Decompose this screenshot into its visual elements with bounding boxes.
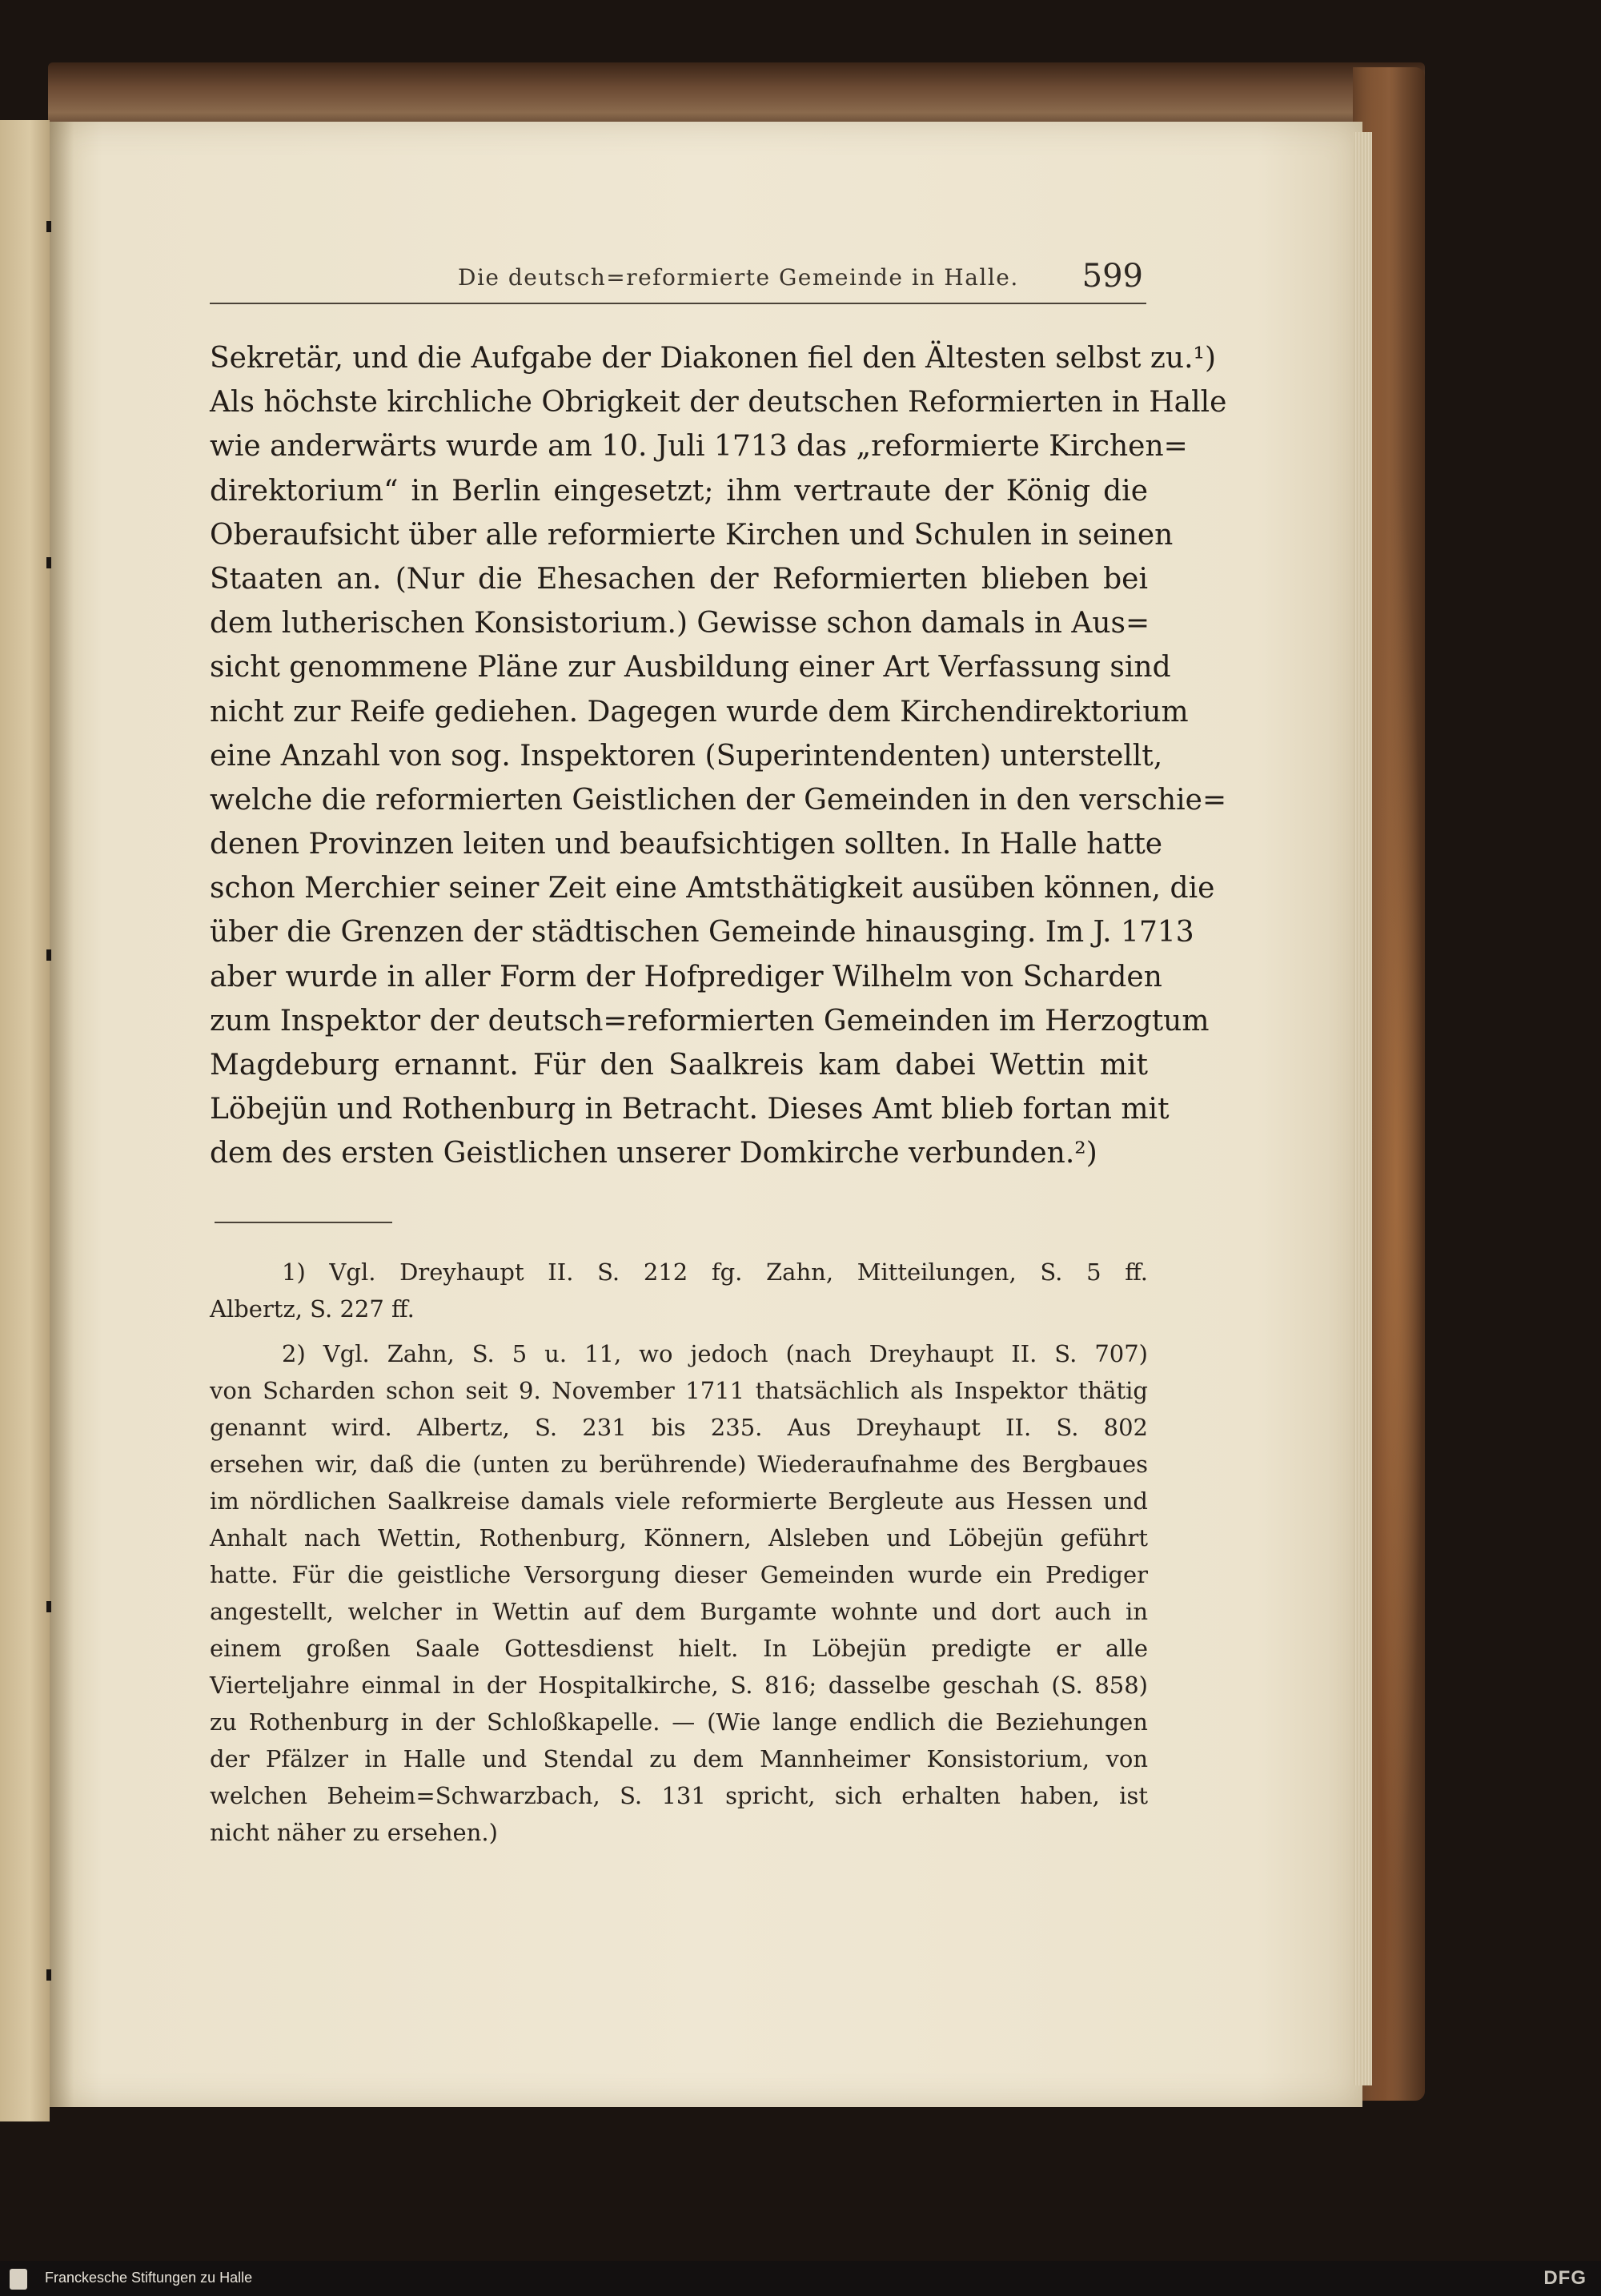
text-line: zum Inspektor der deutsch=reformierten Gemeinden im Herzogtum bbox=[210, 1004, 1210, 1038]
footnote-line: 1) Vgl. Dreyhaupt II. S. 212 fg. Zahn, Mitteilungen, S. 5 ff. bbox=[282, 1258, 1148, 1286]
text-line: Oberaufsicht über alle reformierte Kirchen und Schulen in seinen bbox=[210, 518, 1174, 552]
page-number: 599 bbox=[1081, 258, 1143, 295]
text-line: sicht genommene Pläne zur Ausbildung einer Art Verfassung sind bbox=[210, 651, 1171, 684]
footnote-line: im nördlichen Saalkreise damals viele reformierte Bergleute aus Hessen und bbox=[210, 1487, 1148, 1515]
text-line: Löbejün und Rothenburg in Betracht. Dieses Amt blieb fortan mit bbox=[210, 1093, 1170, 1126]
text-line: denen Provinzen leiten und beaufsichtigen sollten. In Halle hatte bbox=[210, 828, 1163, 861]
footnote-line: nicht näher zu ersehen.) bbox=[210, 1819, 498, 1846]
footnote-line: hatte. Für die geistliche Versorgung dieser Gemeinden wurde ein Prediger bbox=[210, 1561, 1148, 1588]
margin-mark bbox=[46, 1969, 51, 1981]
footnote-1 bbox=[210, 1254, 1148, 1327]
text-line: Magdeburg ernannt. Für den Saalkreis kam dabei Wettin mit bbox=[210, 1049, 1148, 1082]
institution-name: Franckesche Stiftungen zu Halle bbox=[45, 2270, 253, 2286]
gutter-shadow bbox=[50, 122, 74, 2107]
viewer-footer bbox=[0, 2261, 1601, 2296]
footnote-line: 2) Vgl. Zahn, S. 5 u. 11, wo jedoch (nach Dreyhaupt II. S. 707) bbox=[282, 1340, 1148, 1367]
left-page-edge bbox=[0, 120, 50, 2121]
footnote-line: zu Rothenburg in der Schloßkapelle. — (Wie lange endlich die Beziehungen bbox=[210, 1708, 1148, 1736]
footnote-line: Vierteljahre einmal in der Hospitalkirche, S. 816; dasselbe geschah (S. 858) bbox=[210, 1672, 1148, 1699]
running-head bbox=[210, 258, 1146, 304]
footnotes bbox=[210, 1254, 1148, 1859]
text-line: Als höchste kirchliche Obrigkeit der deutschen Reformierten in Halle bbox=[210, 386, 1227, 419]
page-stack-edge bbox=[1353, 132, 1372, 2085]
footnote-line: von Scharden schon seit 9. November 1711 thatsächlich als Inspektor thätig bbox=[210, 1377, 1148, 1404]
footnote-line: ersehen wir, daß die (unten zu berührende) Wiederaufnahme des Bergbaues bbox=[210, 1451, 1148, 1478]
text-line: nicht zur Reife gediehen. Dagegen wurde dem Kirchendirektorium bbox=[210, 695, 1189, 729]
running-title: Die deutsch=reformierte Gemeinde in Halle. bbox=[458, 264, 1019, 291]
margin-mark bbox=[46, 1601, 51, 1612]
footnote-line: angestellt, welcher in Wettin auf dem Burgamte wohnte und dort auch in bbox=[210, 1598, 1148, 1625]
institution-logo-icon bbox=[10, 2269, 27, 2290]
footnote-2 bbox=[210, 1335, 1148, 1851]
footnote-divider bbox=[215, 1222, 392, 1223]
text-line: über die Grenzen der städtischen Gemeinde hinausging. Im J. 1713 bbox=[210, 916, 1194, 949]
text-line: direktorium“ in Berlin eingesetzt; ihm vertraute der König die bbox=[210, 474, 1148, 508]
text-line: eine Anzahl von sog. Inspektoren (Superintendenten) unterstellt, bbox=[210, 739, 1163, 773]
body-text bbox=[210, 336, 1227, 1176]
footnote-line: einem großen Saale Gottesdienst hielt. In Löbejün predigte er alle bbox=[210, 1635, 1148, 1662]
text-line: schon Merchier seiner Zeit eine Amtsthätigkeit ausüben können, die bbox=[210, 872, 1215, 905]
footnote-line: Anhalt nach Wettin, Rothenburg, Könnern, Alsleben und Löbejün geführt bbox=[210, 1524, 1148, 1551]
footnote-line: genannt wird. Albertz, S. 231 bis 235. Aus Dreyhaupt II. S. 802 bbox=[210, 1414, 1148, 1441]
text-line: Sekretär, und die Aufgabe der Diakonen fiel den Ältesten selbst zu.¹) bbox=[210, 342, 1216, 375]
footnote-line: Albertz, S. 227 ff. bbox=[210, 1295, 415, 1323]
margin-mark bbox=[46, 557, 51, 568]
text-line: welche die reformierten Geistlichen der Gemeinden in den verschie= bbox=[210, 783, 1227, 817]
text-line: wie anderwärts wurde am 10. Juli 1713 das „reformierte Kirchen= bbox=[210, 430, 1188, 464]
dfg-logo: DFG bbox=[1543, 2267, 1587, 2289]
text-line: aber wurde in aller Form der Hofprediger Wilhelm von Scharden bbox=[210, 960, 1162, 993]
text-line: Staaten an. (Nur die Ehesachen der Reformierten blieben bei bbox=[210, 562, 1148, 596]
text-line: dem des ersten Geistlichen unserer Domkirche verbunden.²) bbox=[210, 1137, 1097, 1170]
text-line: dem lutherischen Konsistorium.) Gewisse schon damals in Aus= bbox=[210, 607, 1150, 640]
footnote-line: der Pfälzer in Halle und Stendal zu dem Mannheimer Konsistorium, von bbox=[210, 1745, 1148, 1772]
margin-mark bbox=[46, 221, 51, 232]
footnote-line: welchen Beheim=Schwarzbach, S. 131 spricht, sich erhalten haben, ist bbox=[210, 1782, 1148, 1809]
margin-mark bbox=[46, 949, 51, 961]
